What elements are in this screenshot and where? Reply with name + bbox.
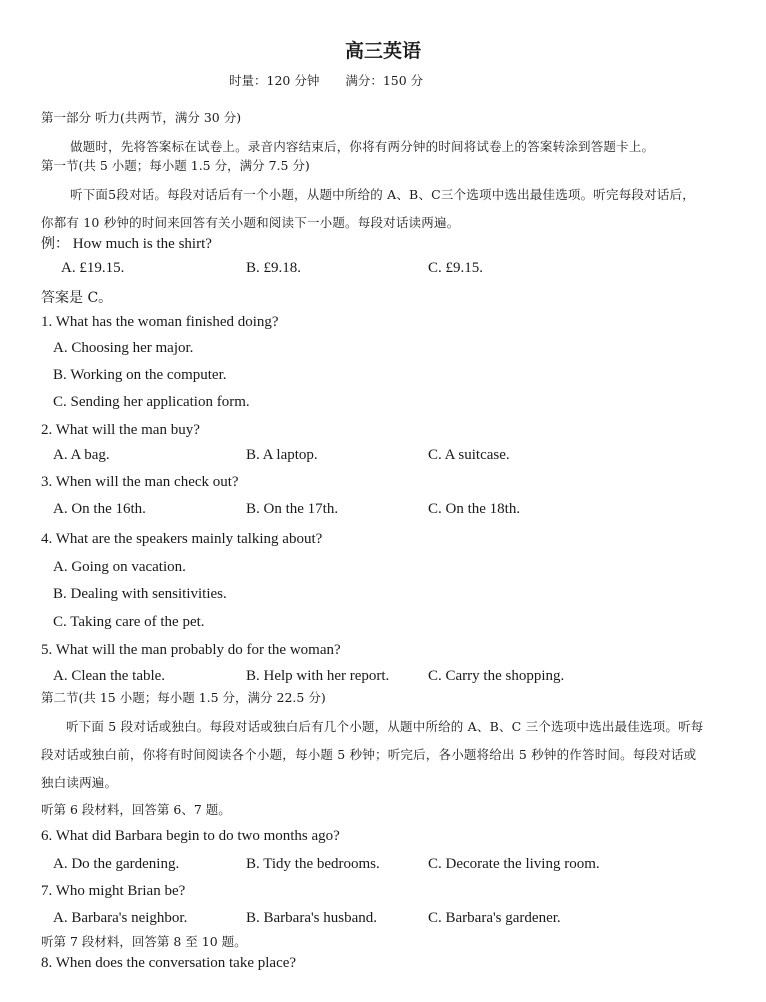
example-answer: 答案是 C。 [41,290,113,306]
question-4-option-b: B. Dealing with sensitivities. [53,586,227,602]
question-6-option-c: C. Decorate the living room. [428,856,600,872]
question-8: 8. When does the conversation take place? [41,955,297,971]
part1-header: 第一部分 听力(共两节，满分 30 分) [41,110,242,125]
question-2: 2. What will the man buy? [41,422,200,438]
page-title: 高三英语 [344,40,421,62]
question-4-option-a: A. Going on vacation. [53,559,186,575]
question-7-option-a: A. Barbara's neighbor. [53,910,188,926]
question-1-option-c: C. Sending her application form. [53,394,250,410]
question-7-option-c: C. Barbara's gardener. [428,910,561,926]
question-2-option-b: B. A laptop. [246,447,318,463]
question-1-option-b: B. Working on the computer. [53,367,227,383]
question-7-option-b: B. Barbara's husband. [246,910,378,926]
question-3-option-c: C. On the 18th. [428,501,521,517]
question-3-option-a: A. On the 16th. [53,501,146,517]
section2-instruction-line1: 听下面 5 段对话或独白。每段对话或独白后有几个小题，从题中所给的 A、B、C 三个选项中选出最佳选项。听每 [66,719,704,734]
question-2-option-a: A. A bag. [53,447,110,463]
section2-instruction-line2: 段对话或独白前，你将有时间阅读各个小题，每小题 5 秒钟；听完后，各小题将给出 5 秒钟的作答时间。每段对话或 [41,747,697,762]
section1-instruction-line2: 你都有 10 秒钟的时间来回答有关小题和阅读下一小题。每段对话读两遍。 [41,215,460,230]
question-4: 4. What are the speakers mainly talking about? [41,531,323,547]
example-option-c: C. £9.15. [428,260,484,276]
question-5-option-c: C. Carry the shopping. [428,668,565,684]
section2-instruction-line3: 独白读两遍。 [41,775,118,790]
question-2-option-c: C. A suitcase. [428,447,510,463]
question-5-option-b: B. Help with her report. [246,668,390,684]
example-option-b: B. £9.18. [246,260,302,276]
exam-meta [229,71,445,89]
example-question-text: How much is the shirt? [72,236,212,252]
question-1: 1. What has the woman finished doing? [41,314,279,330]
question-1-option-a: A. Choosing her major. [53,340,194,356]
section2-header: 第二节(共 15 小题；每小题 1.5 分，满分 22.5 分) [41,690,326,705]
material-6-note: 听第 6 段材料，回答第 6、7 题。 [41,802,231,817]
question-3-option-b: B. On the 17th. [246,501,339,517]
example-question [41,233,212,253]
time-limit: 时量：120 分钟 [229,73,320,88]
material-7-note: 听第 7 段材料，回答第 8 至 10 题。 [41,934,247,949]
question-7: 7. Who might Brian be? [41,883,186,899]
question-6-option-b: B. Tidy the bedrooms. [246,856,380,872]
section1-instruction-line1: 听下面5段对话。每段对话后有一个小题，从题中所给的 A、B、C三个选项中选出最佳选项。听完每段对话后， [70,187,695,202]
question-4-option-c: C. Taking care of the pet. [53,614,205,630]
question-5-option-a: A. Clean the table. [53,668,166,684]
question-6-option-a: A. Do the gardening. [53,856,180,872]
question-5: 5. What will the man probably do for the woman? [41,642,341,658]
section1-header: 第一节(共 5 小题；每小题 1.5 分，满分 7.5 分) [41,158,310,173]
example-option-a: A. £19.15. [61,260,125,276]
question-3: 3. When will the man check out? [41,474,239,490]
question-6: 6. What did Barbara begin to do two months ago? [41,828,340,844]
full-score: 满分：150 分 [345,73,424,88]
example-label: 例： [41,237,69,252]
part1-instruction: 做题时，先将答案标在试卷上。录音内容结束后，你将有两分钟的时间将试卷上的答案转涂到答题卡上。 [70,139,655,154]
